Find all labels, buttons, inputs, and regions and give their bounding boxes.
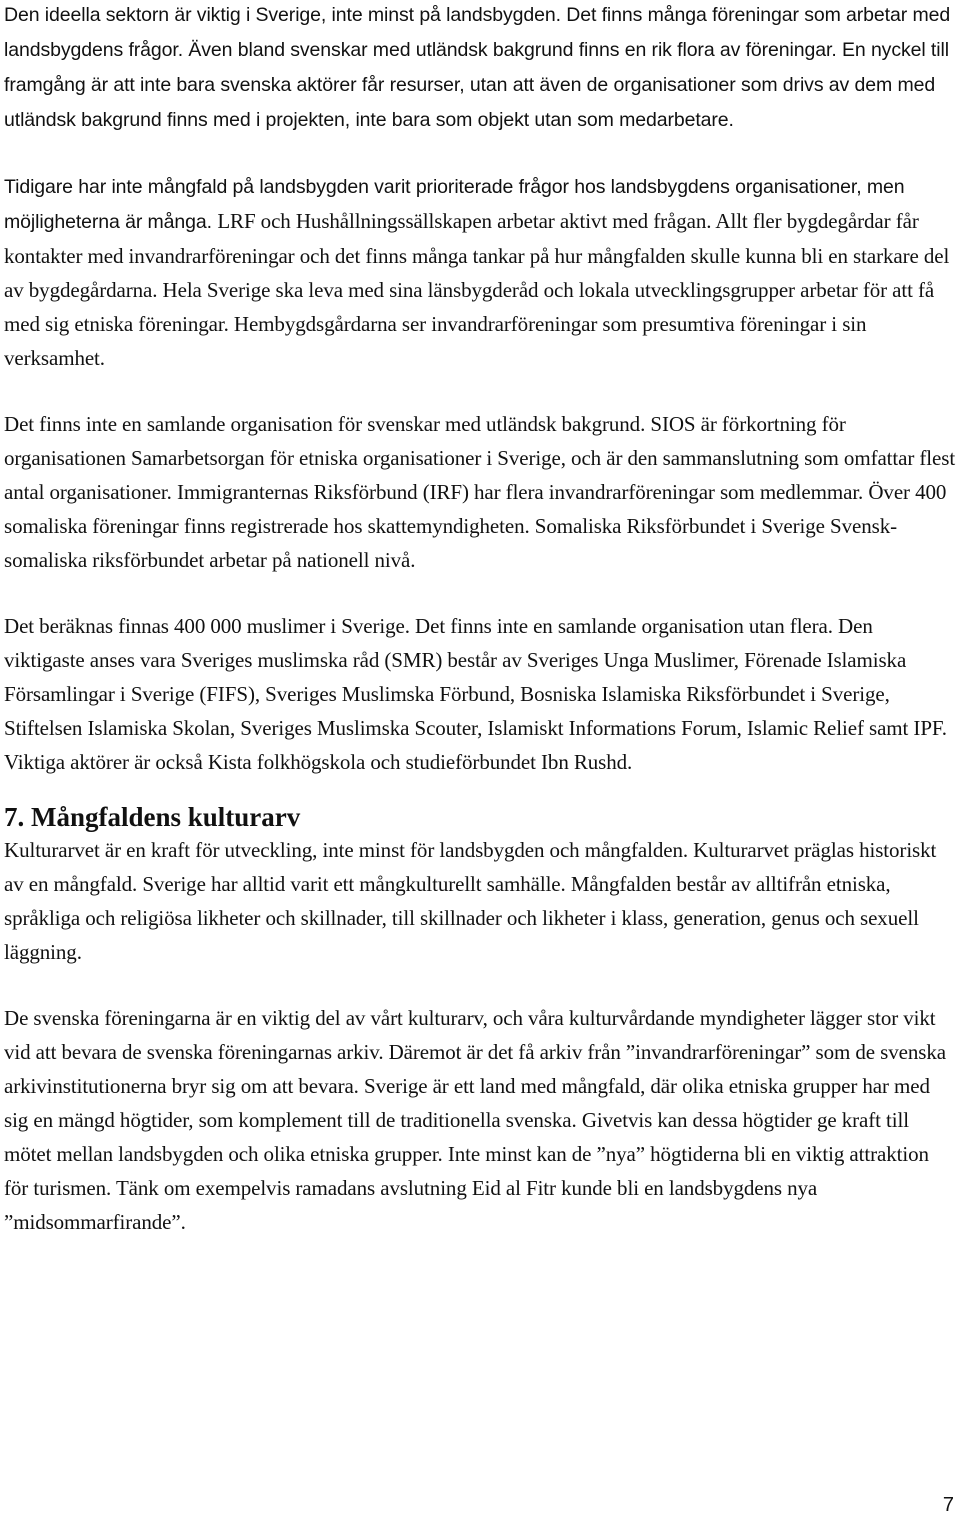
paragraph-samlande-organisation	[4, 407, 958, 577]
section-heading: 7. Mångfaldens kulturarv	[4, 802, 301, 832]
paragraph-text: Den ideella sektorn är viktig i Sverige, inte minst på landsbygden. Det finns många föreningar som arbetar med landsbygdens frågor. Även bland svenskar med utländsk bakgrund finns en rik flora av föreningar. En nyckel till framgång är att inte bara svenska aktörer får resurser, utan att även de organisationer som drivs av dem med utländsk bakgrund finns med i projekten, inte bara som objekt utan som medarbetare.	[4, 4, 951, 131]
paragraph-text: Det beräknas finnas 400 000 muslimer i Sverige. Det finns inte en samlande organisation utan flera. Den viktigaste anses vara Sveriges muslimska råd (SMR) består av Sveriges Unga Muslimer, Förenade Islamiska Församlingar i Sverige (FIFS), Sveriges Muslimska Förbund, Bosniska Islamiska Riksförbundet i Sverige, Stiftelsen Islamiska Skolan, Sveriges Muslimska Scouter, Islamiskt Informations Forum, Islamic Relief samt IPF. Viktiga aktörer är också Kista folkhögskola och studieförbundet Ibn Rushd.	[4, 614, 947, 774]
paragraph-ideella-sektorn	[4, 0, 958, 137]
paragraph-svenska-foreningarna	[4, 1001, 958, 1239]
paragraph-text: De svenska föreningarna är en viktig del av vårt kulturarv, och våra kulturvårdande myndigheter lägger stor vikt vid att bevara de svenska föreningarnas arkiv. Däremot är det få arkiv från ”invandrarföreningar” som de svenska arkivinstitutionerna bryr sig om att bevara. Sverige är ett land med mångfald, där olika etniska grupper har med sig en mängd högtider, som komplement till de traditionella svenska. Givetvis kan dessa högtider ge kraft till mötet mellan landsbygden och olika etniska grupper. Inte minst kan de ”nya” högtiderna bli en viktig attraktion för turismen. Tänk om exempelvis ramadans avslutning Eid al Fitr kunde bli en landsbygdens nya ”midsommarfirande”.	[4, 1006, 946, 1234]
document-page	[4, 0, 958, 1239]
page-number: 7	[942, 1494, 954, 1516]
paragraph-mangfald-landsbygden	[4, 169, 958, 375]
paragraph-kulturarvet	[4, 833, 958, 969]
paragraph-text: Kulturarvet är en kraft för utveckling, inte minst för landsbygden och mångfalden. Kulturarvet präglas historiskt av en mångfald. Sverige har alltid varit ett mångkulturellt samhälle. Mångfalden består av alltifrån etniska, språkliga och religiösa likheter och skillnader, till skillnader och likheter i klass, generation, genus och sexuell läggning.	[4, 838, 937, 964]
paragraph-text: LRF och Hushållningssällskapen arbetar aktivt med frågan. Allt fler bygdegårdar får kontakter med invandrarföreningar och det finns många tankar på hur mångfalden skulle kunna bli en starkare del av bygdegårdarna. Hela Sverige ska leva med sina länsbygderåd och lokala utvecklingsgrupper arbetar för att få med sig etniska föreningar. Hembygdsgårdarna ser invandrarföreningar som presumtiva föreningar i sin verksamhet.	[4, 209, 950, 370]
paragraph-text: Det finns inte en samlande organisation för svenskar med utländsk bakgrund. SIOS är förkortning för organisationen Samarbetsorgan för etniska organisationer i Sverige, och är den sammanslutning som omfattar flest antal organisationer. Immigranternas Riksförbund (IRF) har flera invandrarföreningar som medlemmar. Över 400 somaliska föreningar finns registrerade hos skattemyndigheten. Somaliska Riksförbundet i Sverige Svensk-somaliska riksförbundet arbetar på nationell nivå.	[4, 412, 956, 572]
paragraph-muslimer	[4, 609, 958, 779]
paragraph-text: Tidigare har inte mångfald på landsbygden varit prioriterade frågor hos landsbygdens organisationer, men möjligheterna är många.	[4, 176, 905, 233]
